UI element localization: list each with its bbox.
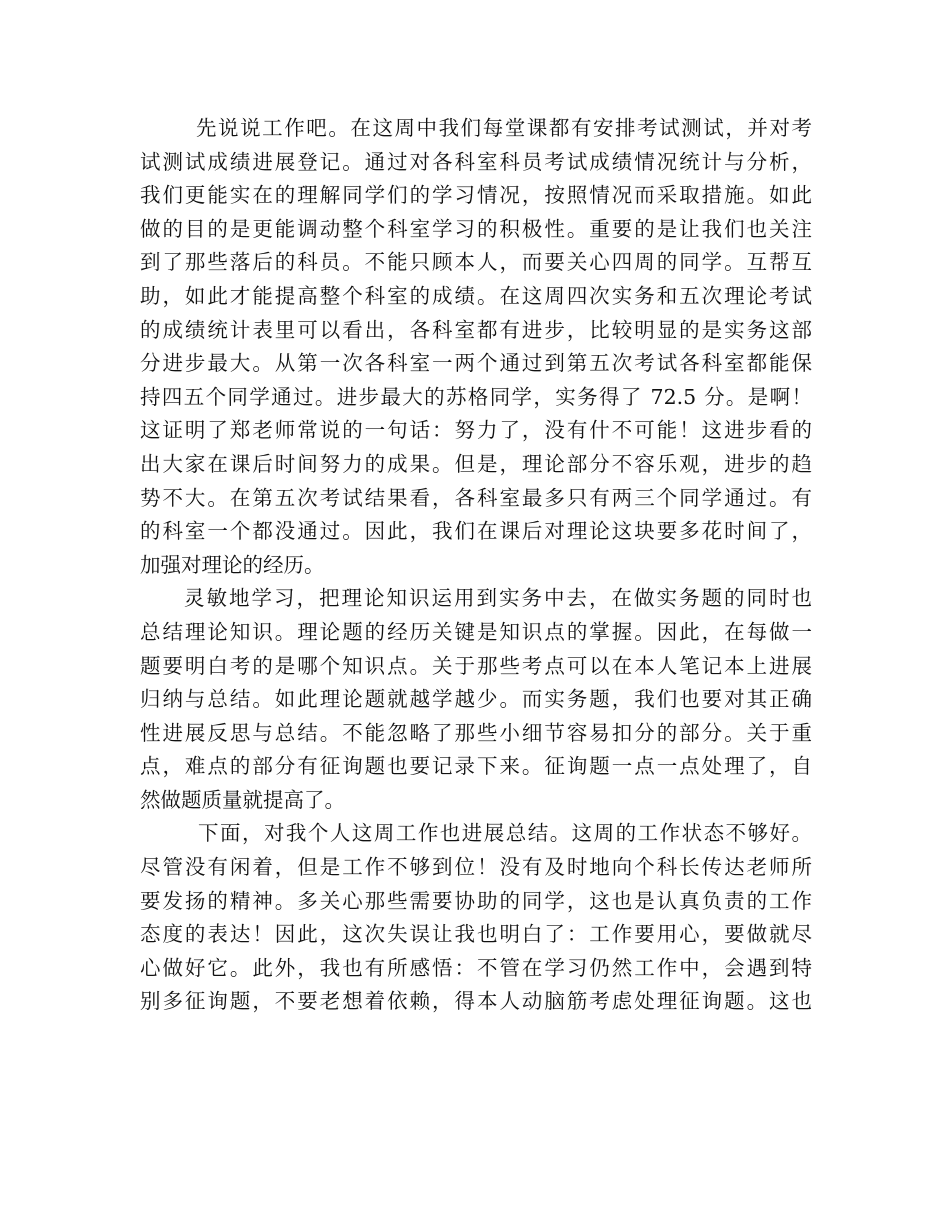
text-line: 总结理论知识。理论题的经历关键是知识点的掌握。因此，在每做一 (140, 619, 812, 644)
text-line: 的科室一个都没通过。因此，我们在课后对理论这块要多花时间了， (140, 519, 812, 544)
text-line: 心做好它。此外，我也有所感悟：不管在学习仍然工作中，会遇到特 (140, 955, 812, 980)
text-line: 别多征询题，不要老想着依赖，得本人动脑筋考虑处理征询题。这也 (140, 989, 812, 1014)
text-line: 性进展反思与总结。不能忽略了那些小细节容易扣分的部分。关于重 (140, 720, 812, 745)
text-line: 助，如此才能提高整个科室的成绩。在这周四次实务和五次理论考试 (140, 283, 812, 308)
paragraph-work-summary (140, 112, 812, 582)
text-line: 然做题质量就提高了。 (140, 787, 345, 812)
text-line: 势不大。在第五次考试结果看，各科室最多只有两三个同学通过。有 (140, 485, 812, 510)
text-line: 做的目的是更能调动整个科室学习的积极性。重要的是让我们也关注 (140, 216, 812, 241)
text-line: 我们更能实在的理解同学们的学习情况，按照情况而采取措施。如此 (140, 183, 812, 208)
text-line: 归纳与总结。如此理论题就越学越少。而实务题，我们也要对其正确 (140, 687, 812, 712)
text-line: 灵敏地学习，把理论知识运用到实务中去，在做实务题的同时也 (184, 586, 812, 611)
text-line: 先说说工作吧。在这周中我们每堂课都有安排考试测试，并对考 (196, 116, 812, 140)
text-line: 题要明白考的是哪个知识点。关于那些考点可以在本人笔记本上进展 (140, 653, 812, 678)
document-body (140, 112, 812, 1019)
text-line: 尽管没有闲着，但是工作不够到位！没有及时地向个科长传达老师所 (140, 855, 812, 880)
text-line: 下面，对我个人这周工作也进展总结。这周的工作状态不够好。 (198, 821, 812, 846)
text-line: 的成绩统计表里可以看出，各科室都有进步，比较明显的是实务这部 (140, 317, 812, 342)
text-line: 要发扬的精神。多关心那些需要协助的同学，这也是认真负责的工作 (140, 888, 812, 913)
text-line: 试测试成绩进展登记。通过对各科室科员考试成绩情况统计与分析， (140, 149, 812, 174)
text-line: 分进步最大。从第一次各科室一两个通过到第五次考试各科室都能保 (140, 351, 812, 376)
paragraph-study-method (140, 582, 812, 817)
text-line: 态度的表达！因此，这次失误让我也明白了：工作要用心，要做就尽 (140, 922, 812, 947)
text-line: 出大家在课后时间努力的成果。但是，理论部分不容乐观，进步的趋 (140, 451, 812, 476)
text-line: 点，难点的部分有征询题也要记录下来。征询题一点一点处理了，自 (140, 754, 812, 779)
text-line: 到了那些落后的科员。不能只顾本人，而要关心四周的同学。互帮互 (140, 250, 812, 275)
text-line: 持四五个同学通过。进步最大的苏格同学，实务得了 72.5 分。是啊！ (140, 384, 812, 409)
text-line: 这证明了郑老师常说的一句话：努力了，没有什不可能！这进步看的 (140, 418, 812, 443)
text-line: 加强对理论的经历。 (140, 552, 325, 577)
paragraph-personal-review (140, 817, 812, 1019)
